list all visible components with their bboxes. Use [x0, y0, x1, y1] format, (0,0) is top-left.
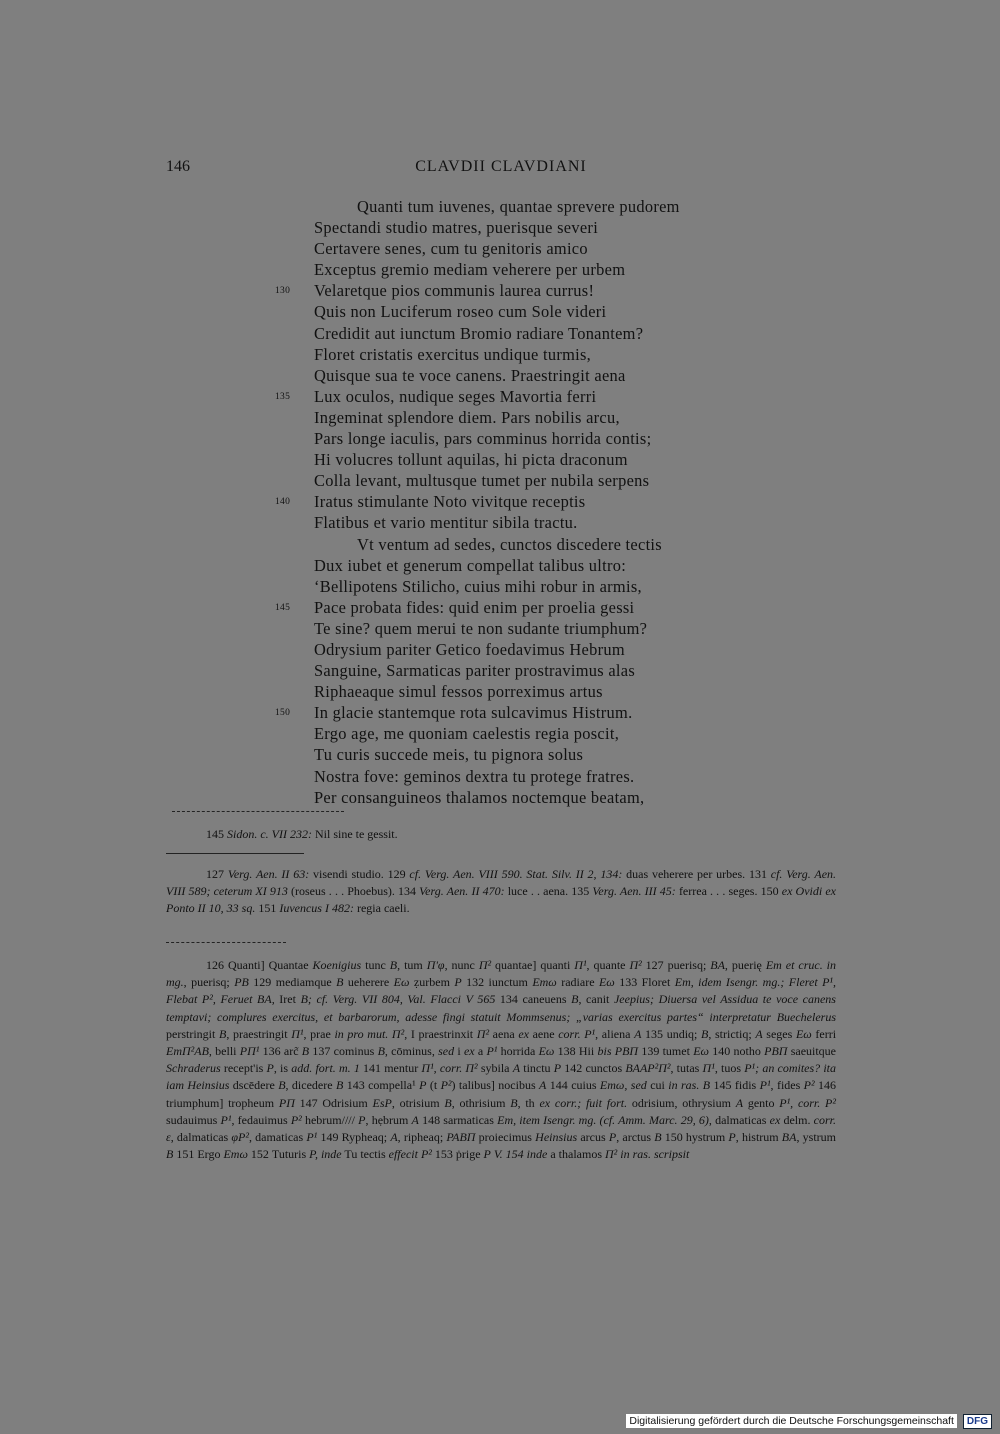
verse-line — [275, 428, 745, 449]
line-number: 135 — [275, 391, 291, 402]
divider — [166, 942, 286, 943]
verse-text: Colla levant, multusque tumet per nubila serpens — [314, 471, 650, 491]
verse-line — [275, 280, 745, 301]
apparatus-entry: 126 Quanti] Quantae Koenigius tunc B, tum Π'φ, nunc Π² quantae] quanti Π¹, quante Π² 127 puerisq; BA, puerię Em et cruc. in mg., puerisq; PB 129 mediamque B ueherere Eω ẓurbem P 132 iunctum Emω radiare Eω 133 Floret Em, idem Isengr. mg.; Fleret P¹, Flebat P², Feruet BA, Iret B; cf. Verg. VII 804, Val. Flacci V 565 134 caneuens B, canit Jeepius; Diuersa vel Assidua te voce canens temptavi; complures exercitus, et barbarorum, adesse fingi statuit Mommsenus; „varias exercitus partes“ interpretatur Buechelerus perstringit B, praestringit Π¹, prae in pro mut. Π², I praestrinxit Π² aena ex aene corr. P¹, aliena A 135 undiq; B, strictiq; A seges Eω ferri EmΠ²AB, belli PΠ¹ 136 arc̃ B 137 cominus B, cōminus, sed i ex a P¹ horrida Eω 138 Hii bis PBΠ 139 tumet Eω 140 notho PBΠ saeuitque Schraderus recept'is P, is add. fort. m. 1 141 mentur Π¹, corr. Π² sybila A tinctu P 142 cunctos BAAP²Π², tutas Π¹, tuos P¹; an comites? ita iam Heinsius dscēdere B, dicedere B 143 compella¹ P (t P²) talibus] nocibus A 144 cuius Emω, sed cui in ras. B 145 fidis P¹, fides P² 146 triumphum] tropheum PΠ 147 Odrisium EsP, otrisium B, othrisium B, th ex corr.; fuit fort. odrisium, othrysium A gento P¹, corr. P² sudauimus P¹, fedauimus P² hebrum//// P, hẹbrum A 148 sarmaticas Em, item Isengr. mg. (cf. Amm. Marc. 29, 6), dalmaticas ex delm. corr. ε, dalmaticas φP², damaticas P¹ 149 Rypheaq; A, ripheaq; PABΠ proiecimus Heinsius arcus P, arctus B 150 hystrum P, histrum BA, ystrum B 151 Ergo Emω 152 Tuturis P, inde Tu tectis effecit P² 153 ṗrige P V. 154 inde a thalamos Π² in ras. scripsit — [166, 958, 837, 1162]
verse-line — [275, 217, 745, 238]
poem-text — [275, 196, 745, 808]
verse-line — [275, 534, 745, 555]
verse-line — [275, 386, 745, 407]
verse-text: Vt ventum ad sedes, cunctos discedere tectis — [357, 534, 662, 554]
verse-text: Lux oculos, nudique seges Mavortia ferri — [314, 386, 597, 406]
verse-line — [275, 660, 745, 681]
verse-text: Tu curis succede meis, tu pignora solus — [314, 745, 584, 765]
verse-text: Iratus stimulante Noto vivitque receptis — [314, 492, 586, 512]
page-header — [166, 158, 836, 180]
critical-apparatus — [166, 957, 836, 1163]
verse-text: Quis non Luciferum roseo cum Sole videri — [314, 302, 607, 322]
verse-text: Pace probata fides: quid enim per proelia gessi — [314, 597, 635, 617]
verse-line — [275, 576, 745, 597]
verse-text: Credidit aut iunctum Bromio radiare Tonantem? — [314, 323, 644, 343]
verse-text: Quanti tum iuvenes, quantae sprevere pudorem — [357, 197, 680, 216]
verse-line — [275, 407, 745, 428]
line-number: 145 — [275, 602, 291, 613]
verse-text: Floret cristatis exercitus undique turmis, — [314, 344, 592, 364]
verse-line — [275, 702, 745, 723]
verse-text: Nostra fove: geminos dextra tu protege fratres. — [314, 766, 635, 786]
divider — [172, 811, 344, 812]
similia-apparatus — [166, 826, 836, 843]
verse-line — [275, 744, 745, 765]
line-number: 130 — [275, 286, 291, 297]
verse-text: Per consanguineos thalamos noctemque beatam, — [314, 787, 645, 807]
funding-note: Digitalisierung gefördert durch die Deutsche Forschungsgemeinschaft — [626, 1414, 957, 1428]
page-number: 146 — [166, 158, 190, 175]
verse-line — [275, 365, 745, 386]
verse-text: In glacie stantemque rota sulcavimus Histrum. — [314, 703, 633, 723]
verse-text: Hi volucres tollunt aquilas, hi picta draconum — [314, 450, 628, 470]
verse-text: Spectandi studio matres, puerisque severi — [314, 218, 599, 238]
verse-line — [275, 323, 745, 344]
verse-line — [275, 555, 745, 576]
verse-line — [275, 639, 745, 660]
verse-line — [275, 766, 745, 787]
verse-line — [275, 470, 745, 491]
apparatus-entry: 145 Sidon. c. VII 232: Nil sine te gessit. — [206, 827, 398, 841]
verse-text: Exceptus gremio mediam veherere per urbem — [314, 260, 626, 280]
verse-line — [275, 618, 745, 639]
verse-text: Riphaeaque simul fessos porreximus artus — [314, 682, 603, 702]
verse-line — [275, 787, 745, 808]
line-number: 140 — [275, 497, 291, 508]
verse-text: Sanguine, Sarmaticas pariter prostravimus alas — [314, 661, 636, 681]
verse-text: Dux iubet et generum compellat talibus ultro: — [314, 555, 627, 575]
apparatus-entry: 127 Verg. Aen. II 63: visendi studio. 129 cf. Verg. Aen. VIII 590. Stat. Silv. II 2, 134: duas veherere per urbes. 131 cf. Verg. Aen. VIII 589; ceterum XI 913 (roseus . . . Phoebus). 134 Verg. Aen. II 470: luce . . aena. 135 Verg. Aen. III 45: ferrea . . . seges. 150 ex Ovidi ex Ponto II 10, 33 sq. 151 Iuvencus I 482: regia caeli. — [166, 867, 837, 916]
verse-text: ‘Bellipotens Stilicho, cuius mihi robur in armis, — [314, 576, 642, 596]
verse-line — [275, 597, 745, 618]
verse-line — [275, 723, 745, 744]
verse-text: Te sine? quem merui te non sudante triumphum? — [314, 618, 648, 638]
verse-line — [275, 344, 745, 365]
verse-text: Ergo age, me quoniam caelestis regia poscit, — [314, 724, 620, 744]
divider — [166, 853, 304, 854]
verse-line — [275, 449, 745, 470]
verse-line — [275, 491, 745, 512]
verse-text: Quisque sua te voce canens. Praestringit aena — [314, 365, 626, 385]
verse-text: Ingeminat splendore diem. Pars nobilis arcu, — [314, 407, 620, 427]
running-title: CLAVDII CLAVDIANI — [415, 158, 587, 175]
verse-text: Pars longe iaculis, pars comminus horrida contis; — [314, 429, 652, 449]
verse-line — [275, 196, 745, 217]
verse-text: Certavere senes, cum tu genitoris amico — [314, 239, 588, 259]
verse-line — [275, 681, 745, 702]
verse-line — [275, 512, 745, 533]
line-number: 150 — [275, 708, 291, 719]
verse-line — [275, 259, 745, 280]
dfg-logo: DFG — [963, 1414, 992, 1429]
verse-text: Velaretque pios communis laurea currus! — [314, 281, 595, 301]
verse-text: Odrysium pariter Getico foedavimus Hebrum — [314, 639, 625, 659]
verse-text: Flatibus et vario mentitur sibila tractu. — [314, 513, 578, 533]
verse-line — [275, 238, 745, 259]
testimonia-apparatus — [166, 866, 836, 918]
verse-line — [275, 301, 745, 322]
footer — [626, 1412, 992, 1430]
